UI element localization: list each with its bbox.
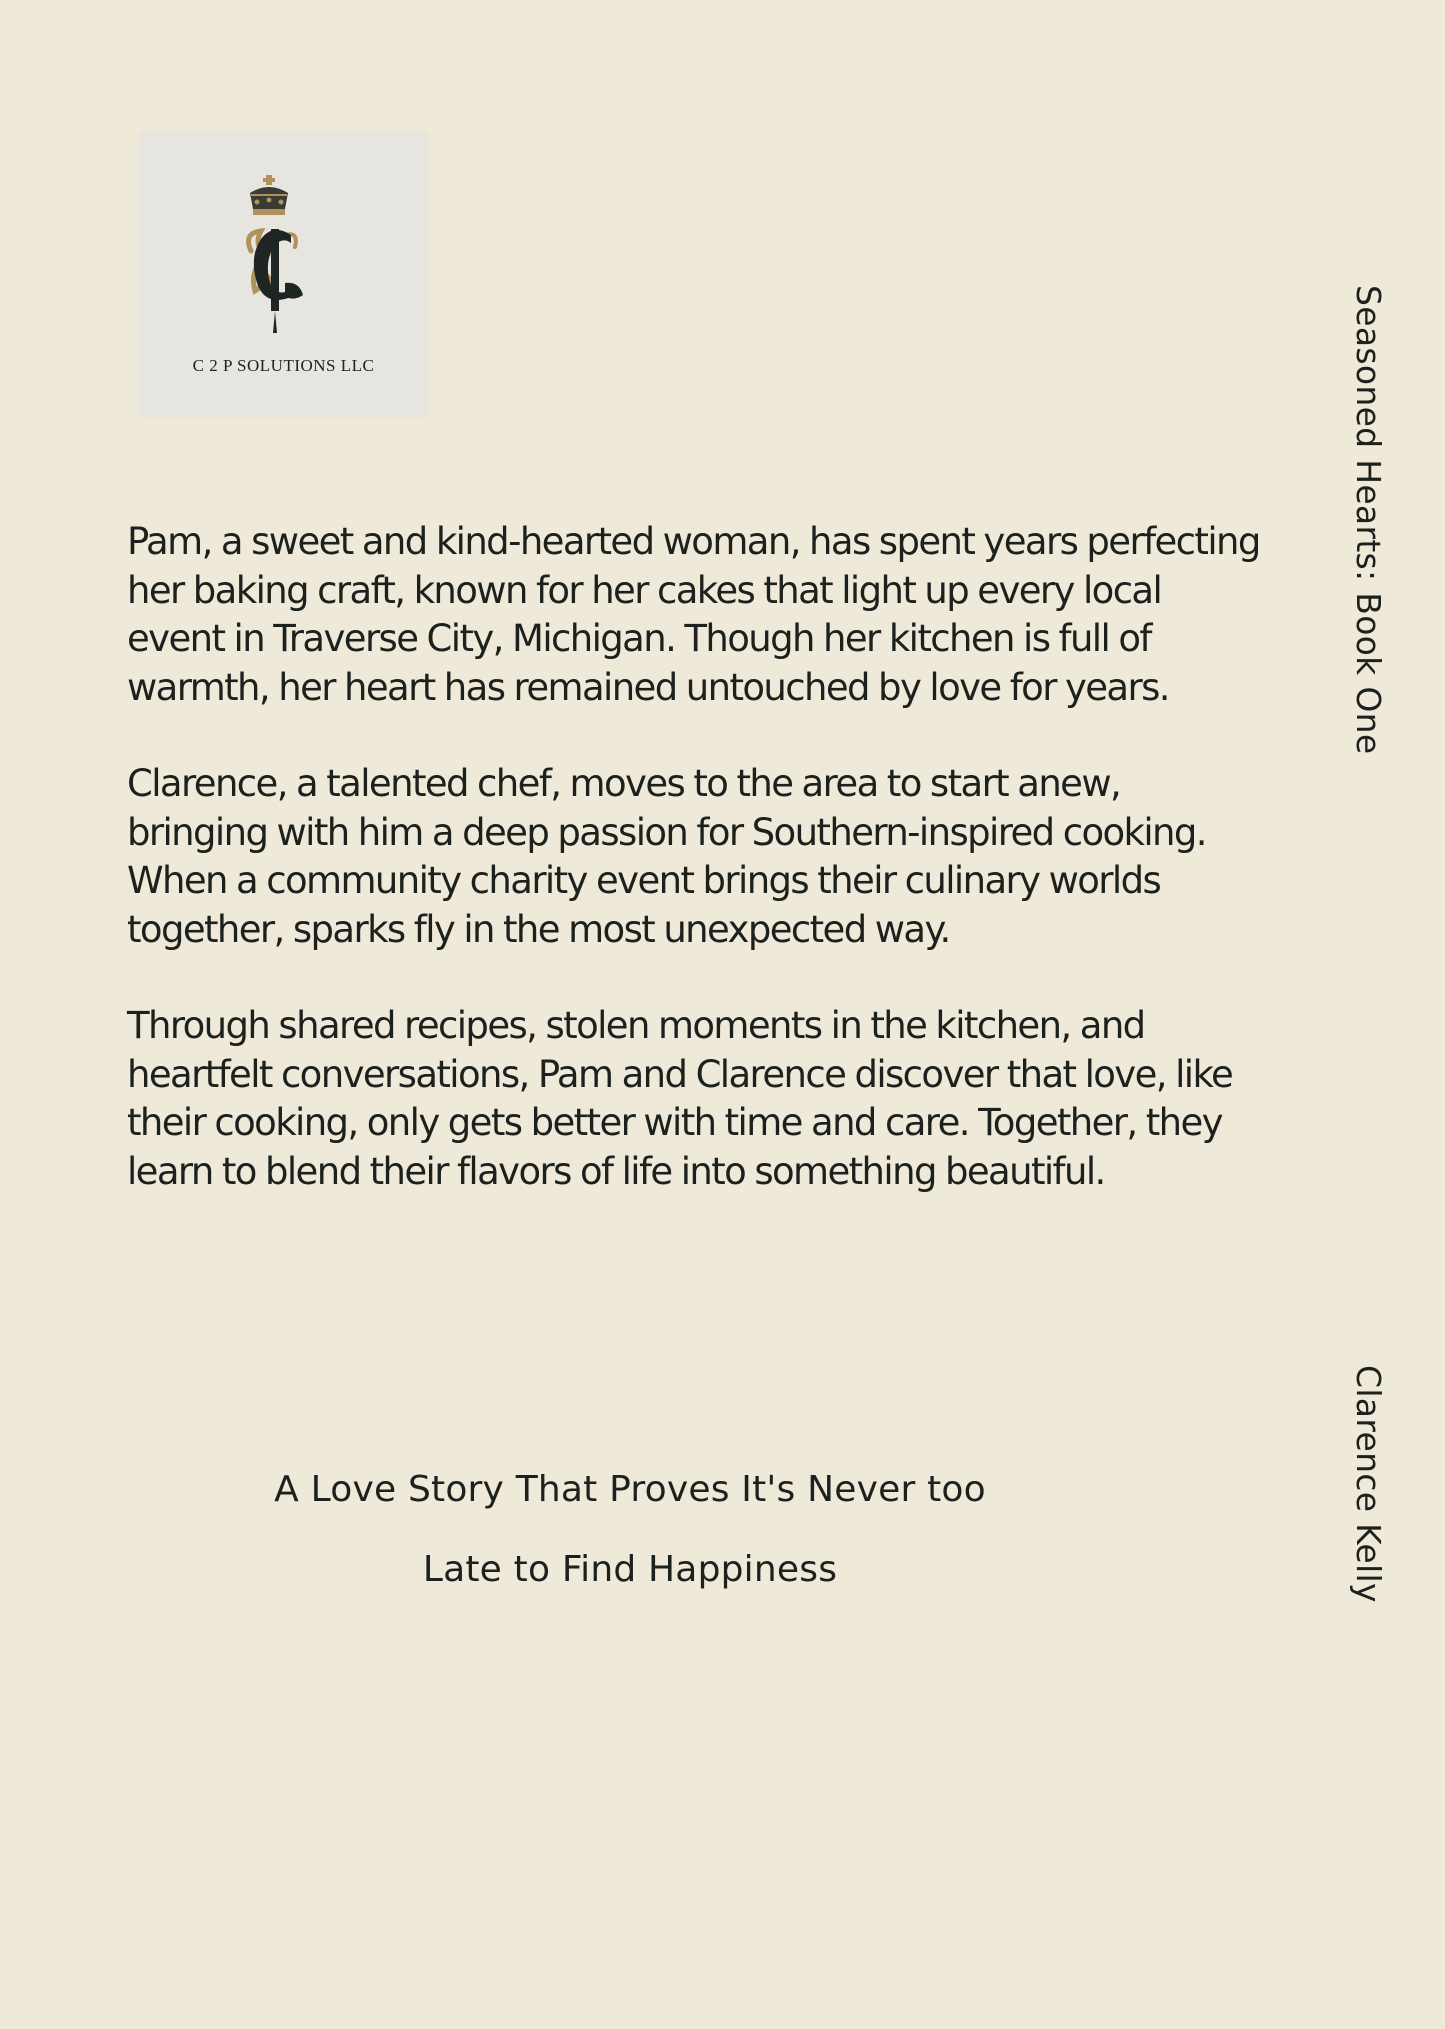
spine-author: Clarence Kelly [1349,1365,1388,1603]
company-name: C 2 P SOLUTIONS LLC [192,356,375,375]
tagline-line-1: A Love Story That Proves It's Never too [274,1469,986,1510]
tagline [190,1450,1070,1610]
blurb-paragraph-3: Through shared recipes, stolen moments in the kitchen, and heartfelt conversations, Pam and Clarence discover that love, like their cooking, only gets better with time and care. Together, they learn to blend their flavors of life into something beautiful. [127,1004,1233,1193]
spine-title: Seasoned Hearts: Book One [1349,285,1388,755]
blurb-paragraph-2: Clarence, a talented chef, moves to the area to start anew, bringing with him a deep passion for Southern-inspired cooking. When a community charity event brings their culinary worlds together, sparks fly in the most unexpected way. [127,762,1206,951]
crown-icon [250,175,288,215]
tagline-line-2: Late to Find Happiness [422,1549,838,1590]
crown-monogram-emblem [139,173,428,343]
blurb-paragraph-1: Pam, a sweet and kind-hearted woman, has spent years perfecting her baking craft, known for her cakes that light up every local event in Traverse City, Michigan. Though her kitchen is full of warmth, her heart has remained untouched by love for years. [127,520,1260,709]
book-blurb [127,518,1267,1244]
publisher-logo [139,131,428,418]
